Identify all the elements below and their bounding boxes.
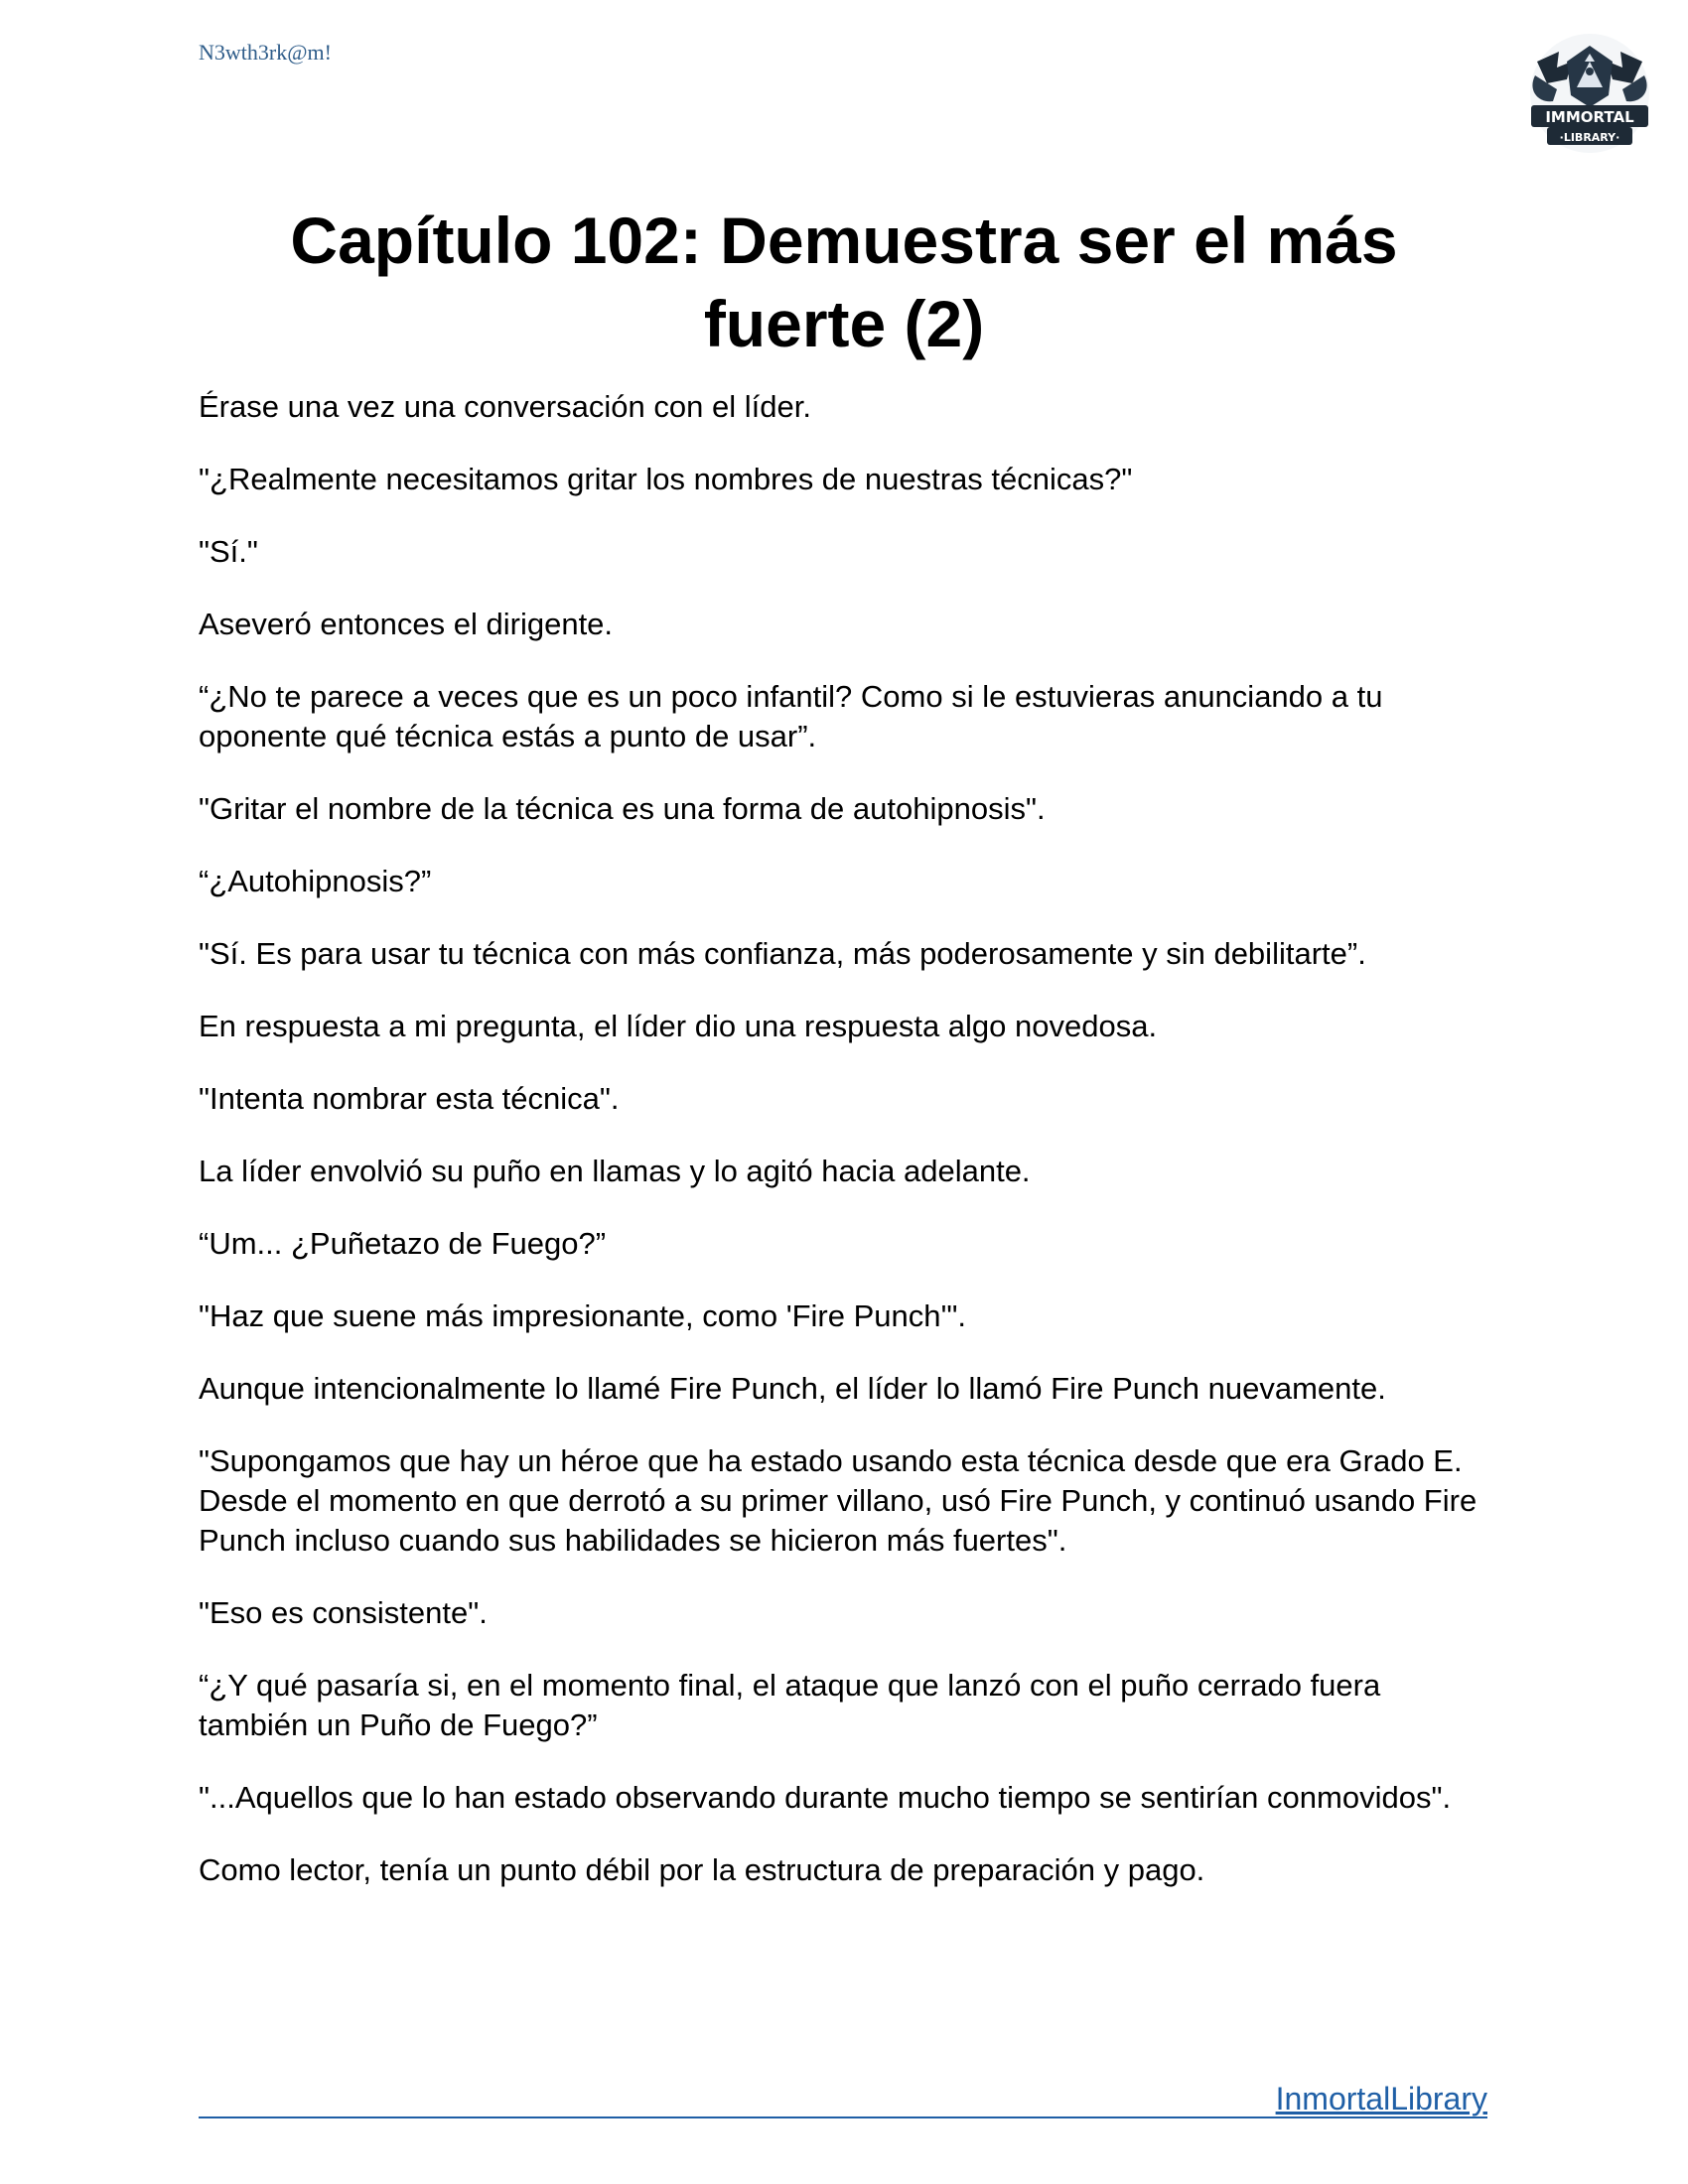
paragraph: Aunque intencionalmente lo llamé Fire Punch, el líder lo llamó Fire Punch nuevamente. <box>199 1371 1386 1406</box>
paragraph: “¿No te parece a veces que es un poco infantil? Como si le estuvieras anunciando a tu oponente qué técnica estás a punto de usar”. <box>199 679 1383 753</box>
footer-divider <box>199 2116 1487 2118</box>
paragraph: Aseveró entonces el dirigente. <box>199 607 614 641</box>
paragraph: "Supongamos que hay un héroe que ha estado usando esta técnica desde que era Grado E. Desde el momento en que derrotó a su primer villano, usó Fire Punch, y continuó usando Fire Punch incluso cuando sus habilidades se hicieron más fuertes". <box>199 1443 1477 1558</box>
paragraph: "Sí. Es para usar tu técnica con más confianza, más poderosamente y sin debilitarte”. <box>199 936 1366 971</box>
paragraph: "Eso es consistente". <box>199 1595 488 1630</box>
chapter-body <box>199 387 1489 1923</box>
paragraph: Como lector, tenía un punto débil por la estructura de preparación y pago. <box>199 1852 1205 1887</box>
svg-text:·LIBRARY·: ·LIBRARY· <box>1559 131 1620 144</box>
chapter-title: Capítulo 102: Demuestra ser el más fuerte (2) <box>290 204 1398 360</box>
paragraph: "Gritar el nombre de la técnica es una forma de autohipnosis". <box>199 791 1046 826</box>
paragraph: "Haz que suene más impresionante, como 'Fire Punch'". <box>199 1298 967 1333</box>
svg-text:IMMORTAL: IMMORTAL <box>1545 108 1634 126</box>
paragraph: “¿Y qué pasaría si, en el momento final, el ataque que lanzó con el puño cerrado fuera también un Puño de Fuego?” <box>199 1668 1381 1742</box>
paragraph: "Sí." <box>199 534 258 569</box>
paragraph: La líder envolvió su puño en llamas y lo agitó hacia adelante. <box>199 1154 1031 1188</box>
paragraph: “¿Autohipnosis?” <box>199 864 432 898</box>
paragraph: "¿Realmente necesitamos gritar los nombres de nuestras técnicas?" <box>199 462 1133 496</box>
paragraph: En respuesta a mi pregunta, el líder dio una respuesta algo novedosa. <box>199 1009 1158 1043</box>
paragraph: "Intenta nombrar esta técnica". <box>199 1081 620 1116</box>
paragraph: “Um... ¿Puñetazo de Fuego?” <box>199 1226 607 1261</box>
paragraph: "...Aquellos que lo han estado observando durante mucho tiempo se sentirían conmovidos". <box>199 1780 1452 1815</box>
footer-inmortal-library-link[interactable]: InmortalLibrary <box>1275 2081 1487 2116</box>
header-tag: N3wth3rk@m! <box>199 40 332 65</box>
immortal-library-logo-icon <box>1517 32 1662 161</box>
paragraph: Érase una vez una conversación con el líder. <box>199 389 811 424</box>
